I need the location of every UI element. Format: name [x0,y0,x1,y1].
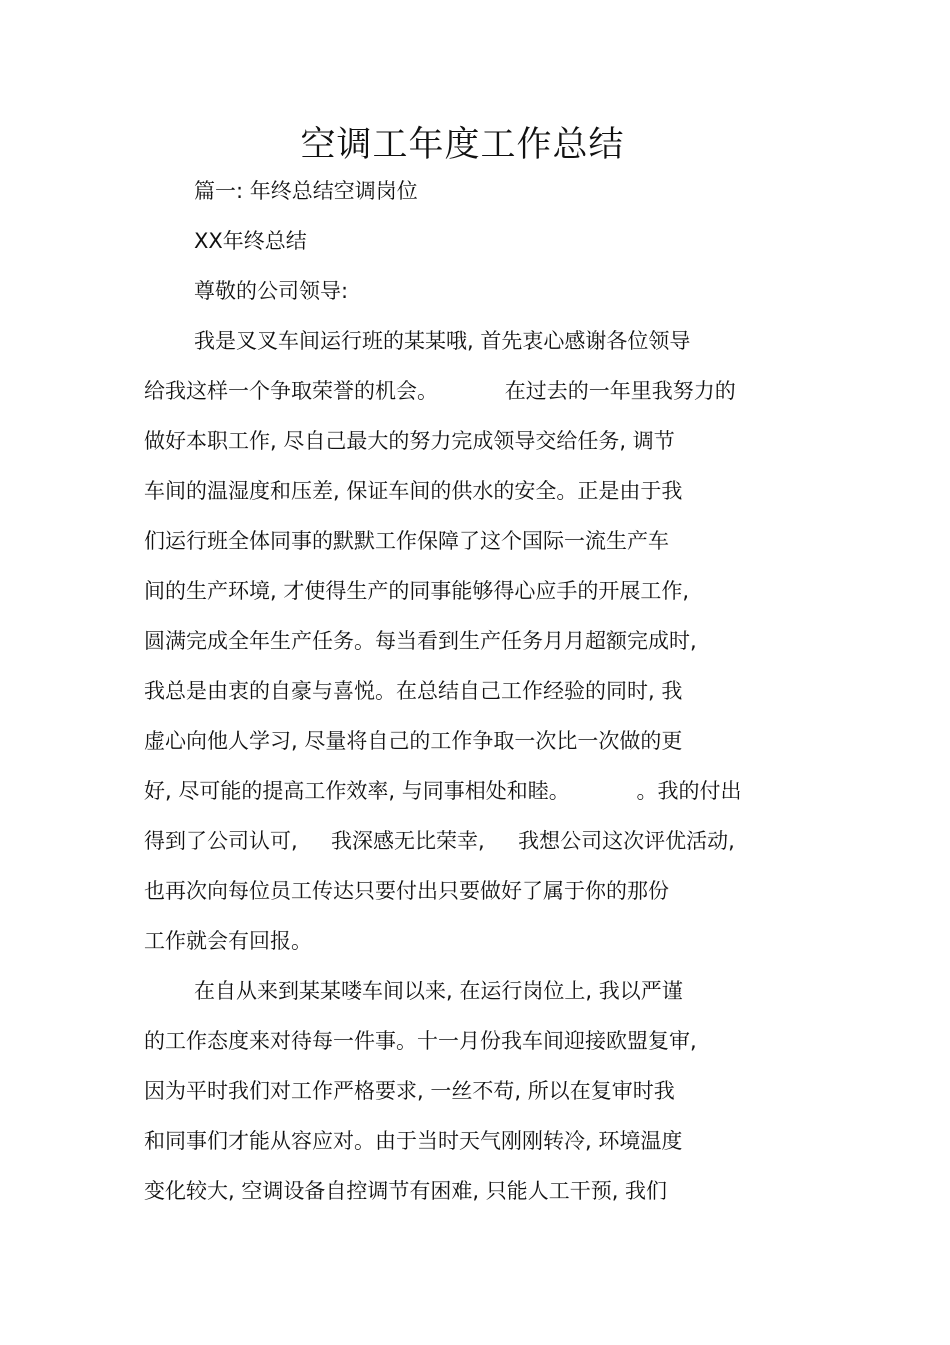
paragraph-line: 因为平时我们对工作严格要求, 一丝不苟, 所以在复审时我 [144,1079,675,1103]
paragraph-line: 给我这样一个争取荣誉的机会。 在过去的一年里我努力的 [144,379,736,403]
paragraph-line: 圆满完成全年生产任务。每当看到生产任务月月超额完成时, [144,629,697,653]
paragraph-line: 们运行班全体同事的默默工作保障了这个国际一流生产车 [144,529,669,553]
paragraph-line: 好, 尽可能的提高工作效率, 与同事相处和睦。 。我的付出 [144,779,742,803]
paragraph-line: 间的生产环境, 才使得生产的同事能够得心应手的开展工作, [144,579,690,603]
document-title: 空调工年度工作总结 [300,125,625,165]
paragraph-line: 变化较大, 空调设备自控调节有困难, 只能人工干预, 我们 [144,1179,668,1203]
year-summary-heading: XX年终总结 [194,229,307,253]
paragraph-line: 我是叉叉车间运行班的某某哦, 首先衷心感谢各位领导 [194,329,691,353]
paragraph-line: 在自从来到某某喽车间以来, 在运行岗位上, 我以严谨 [194,979,683,1003]
paragraph-line: 虚心向他人学习, 尽量将自己的工作争取一次比一次做的更 [144,729,683,753]
paragraph-line: 车间的温湿度和压差, 保证车间的供水的安全。正是由于我 [144,479,683,503]
salutation: 尊敬的公司领导: [194,279,349,303]
section-heading: 篇一: 年终总结空调岗位 [194,179,418,203]
paragraph-line: 和同事们才能从容应对。由于当时天气刚刚转冷, 环境温度 [144,1129,683,1153]
paragraph-line: 做好本职工作, 尽自己最大的努力完成领导交给任务, 调节 [144,429,675,453]
paragraph-line: 也再次向每位员工传达只要付出只要做好了属于你的那份 [144,879,669,903]
paragraph-line: 工作就会有回报。 [144,929,312,953]
paragraph-line: 得到了公司认可, 我深感无比荣幸, 我想公司这次评优活动, [144,829,735,853]
paragraph-line: 我总是由衷的自豪与喜悦。在总结自己工作经验的同时, 我 [144,679,683,703]
paragraph-line: 的工作态度来对待每一件事。十一月份我车间迎接欧盟复审, [144,1029,697,1053]
